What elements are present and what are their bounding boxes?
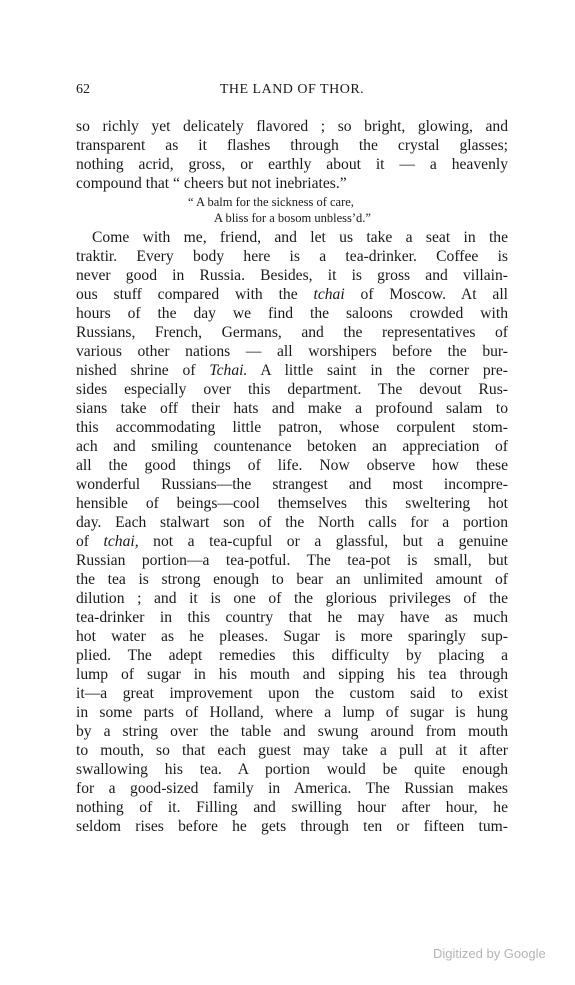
text-line: seldom rises before he gets through ten or fifteen tum- xyxy=(76,818,508,835)
text-run: A little saint in the corner pre- xyxy=(247,362,508,379)
text-line: the tea is strong enough to bear an unlimited amount of xyxy=(76,571,508,588)
text-line xyxy=(76,285,508,304)
text-line xyxy=(76,361,508,380)
text-line: this accommodating little patron, whose corpulent stom- xyxy=(76,419,508,436)
text-line: to mouth, so that each guest may take a pull at it after xyxy=(76,742,508,759)
text-line: lump of sugar in his mouth and sipping his tea through xyxy=(76,666,508,683)
text-line: in some parts of Holland, where a lump of sugar is hung xyxy=(76,704,508,721)
text-line: tea-drinker in this country that he may have as much xyxy=(76,609,508,626)
text-line: sides especially over this department. The devout Rus- xyxy=(76,381,508,398)
text-line: hours of the day we find the saloons crowded with xyxy=(76,305,508,322)
text-line: plied. The adept remedies this difficulty by placing a xyxy=(76,647,508,664)
text-line: all the good things of life. Now observe how these xyxy=(76,457,508,474)
text-line xyxy=(76,532,508,551)
page-number: 62 xyxy=(76,82,90,97)
text-line: traktir. Every body here is a tea-drinker. Coffee is xyxy=(76,248,508,265)
body-text xyxy=(76,117,508,836)
italic-word: tchai xyxy=(313,286,345,303)
text-line: by a string over the table and swung around from mouth xyxy=(76,723,508,740)
text-line: it—a great improvement upon the custom said to exist xyxy=(76,685,508,702)
italic-word: tchai, xyxy=(103,533,139,550)
book-title: THE LAND OF THOR. xyxy=(219,82,365,97)
text-line: so richly yet delicately flavored ; so bright, glowing, and xyxy=(76,118,508,135)
text-run: ous stuff compared with the xyxy=(76,286,314,303)
text-line: Russians, French, Germans, and the representatives of xyxy=(76,324,508,341)
text-run: of Moscow. At all xyxy=(344,286,508,303)
text-line: nothing of it. Filling and swilling hour after hour, he xyxy=(76,799,508,816)
text-line: Come with me, friend, and let us take a seat in the xyxy=(92,229,508,246)
text-line: hot water as he pleases. Sugar is more sparingly sup- xyxy=(76,628,508,645)
text-line: various other nations — all worshipers before the bur- xyxy=(76,343,508,360)
text-line: wonderful Russians—the strangest and most incompre- xyxy=(76,476,508,493)
quote-line: “ A balm for the sickness of care, xyxy=(188,195,354,209)
text-line: compound that “ cheers but not inebriates.” xyxy=(76,175,347,192)
running-head xyxy=(76,82,508,102)
text-line: sians take off their hats and make a profound salam to xyxy=(76,400,508,417)
quote-line: A bliss for a bosom unbless’d.” xyxy=(214,211,371,225)
italic-word: Tchai. xyxy=(209,362,248,379)
text-line: hensible of beings—cool themselves this sweltering hot xyxy=(76,495,508,512)
text-run: not a tea-cupful or a glassful, but a genuine xyxy=(138,533,508,550)
block-quote xyxy=(76,194,508,226)
text-line: day. Each stalwart son of the North calls for a portion xyxy=(76,514,508,531)
text-line: nothing acrid, gross, or earthly about it — a heavenly xyxy=(76,156,508,173)
text-line: swallowing his tea. A portion would be quite enough xyxy=(76,761,508,778)
text-line: dilution ; and it is one of the glorious privileges of the xyxy=(76,590,508,607)
text-line: never good in Russia. Besides, it is gross and villain- xyxy=(76,267,508,284)
digitized-watermark: Digitized by Google xyxy=(433,946,546,961)
text-line: transparent as it flashes through the crystal glasses; xyxy=(76,137,508,154)
text-line: ach and smiling countenance betoken an appreciation of xyxy=(76,438,508,455)
text-line: for a good-sized family in America. The Russian makes xyxy=(76,780,508,797)
text-line: Russian portion—a tea-potful. The tea-pot is small, but xyxy=(76,552,508,569)
text-run: of xyxy=(76,533,104,550)
text-run: nished shrine of xyxy=(76,362,210,379)
